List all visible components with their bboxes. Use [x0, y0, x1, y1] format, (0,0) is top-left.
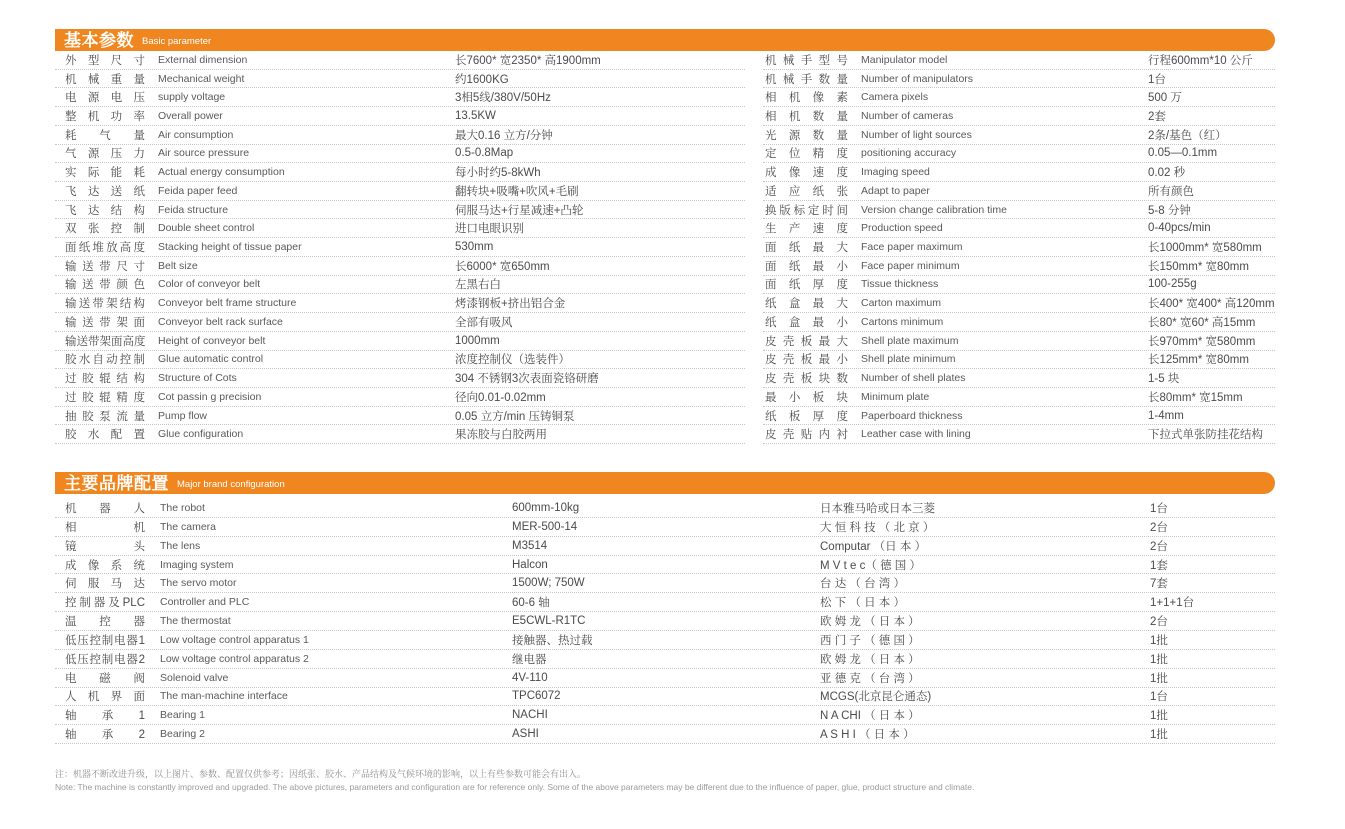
param-value: 浓度控制仪（选装件） [455, 354, 570, 367]
component-quantity: 1批 [1150, 672, 1168, 685]
table-row [763, 126, 1275, 145]
param-value: 长6000* 宽650mm [455, 260, 550, 273]
component-quantity: 2台 [1150, 540, 1168, 553]
component-quantity: 7套 [1150, 578, 1168, 591]
section-title-zh: 主要品牌配置 [64, 473, 169, 493]
param-value: 翻转块+吸嘴+吹风+毛刷 [455, 185, 579, 198]
param-label-zh: 纸盒最大 [765, 298, 848, 311]
table-row [55, 518, 1275, 537]
table-row [55, 388, 745, 407]
basic-parameter-section [55, 29, 1275, 444]
disclaimer-note-en: Note: The machine is constantly improved and upgraded. The above pictures, parameters and configuration are for reference only. Some of the above parameters may be different due to the influence of paper, glue, product structure and climate. [55, 782, 975, 793]
param-value: 伺服马达+行星减速+凸轮 [455, 204, 584, 217]
component-brand: 欧 姆 龙 （ 日 本 ） [820, 653, 920, 666]
param-label-zh: 机械手数量 [765, 73, 848, 86]
param-value: 0.02 秒 [1148, 167, 1186, 180]
param-label-en: Number of light sources [861, 128, 972, 141]
component-brand: N A CHI （ 日 本 ） [820, 710, 920, 723]
component-label-en: Low voltage control apparatus 2 [160, 652, 309, 665]
table-row [55, 219, 745, 238]
param-label-en: Feida structure [158, 203, 229, 216]
component-label-en: The servo motor [160, 577, 237, 590]
table-row [55, 499, 1275, 518]
component-brand: 西 门 子 （ 德 国 ） [820, 634, 920, 647]
param-value: 1台 [1148, 73, 1166, 86]
param-label-zh: 相机像素 [765, 92, 848, 105]
table-row [55, 257, 745, 276]
param-label-en: Glue automatic control [158, 353, 264, 366]
param-label-en: Stacking height of tissue paper [158, 241, 302, 254]
param-label-en: Conveyor belt rack surface [158, 315, 283, 328]
component-label-zh: 轴承1 [65, 710, 145, 723]
component-model: 1500W; 750W [512, 577, 585, 590]
param-value: 100-255g [1148, 278, 1197, 291]
component-label-zh: 成像系统 [65, 559, 145, 572]
param-label-en: Tissue thickness [861, 278, 939, 291]
brand-configuration-section [55, 472, 1275, 744]
table-row [55, 294, 745, 313]
table-row [55, 163, 745, 182]
param-label-zh: 面纸厚度 [765, 279, 848, 292]
table-row [55, 407, 745, 426]
param-value: 每小时约5-8kWh [455, 167, 541, 180]
param-label-en: External dimension [158, 53, 248, 66]
param-label-zh: 面纸最大 [765, 242, 848, 255]
component-quantity: 1批 [1150, 653, 1168, 666]
component-model: 继电器 [512, 653, 547, 666]
param-label-en: Cartons minimum [861, 315, 944, 328]
param-value: 行程600mm*10 公斤 [1148, 54, 1253, 67]
table-row [55, 51, 745, 70]
param-label-zh: 输送带架面 [65, 316, 145, 329]
param-value: 1-4mm [1148, 409, 1184, 422]
table-row [55, 425, 745, 444]
table-row [763, 313, 1275, 332]
component-brand: 日本雅马哈或日本三菱 [820, 503, 935, 516]
param-value: 左黑右白 [455, 279, 501, 292]
brand-configuration-header-bar [55, 472, 1275, 494]
param-value: 烤漆钢板+挤出铝合金 [455, 298, 566, 311]
component-label-en: Imaging system [160, 558, 234, 571]
component-model: NACHI [512, 709, 548, 722]
table-row [55, 669, 1275, 688]
component-quantity: 1套 [1150, 559, 1168, 572]
param-label-en: Double sheet control [158, 222, 255, 235]
component-model: E5CWL-R1TC [512, 615, 586, 628]
table-row [763, 219, 1275, 238]
param-label-zh: 过胶辊结构 [65, 373, 145, 386]
table-row [763, 51, 1275, 70]
component-label-en: The camera [160, 520, 217, 533]
table-row [763, 369, 1275, 388]
param-label-zh: 皮壳板最大 [765, 335, 848, 348]
param-value: 最大0.16 立方/分钟 [455, 129, 553, 142]
param-label-zh: 成像速度 [765, 167, 848, 180]
component-label-en: Bearing 1 [160, 709, 205, 722]
component-label-zh: 温控器 [65, 616, 145, 629]
param-label-en: positioning accuracy [861, 147, 957, 160]
param-label-zh: 胶水自动控制 [65, 354, 145, 367]
param-value: 所有颜色 [1148, 185, 1194, 198]
param-label-en: Minimum plate [861, 390, 930, 403]
component-label-en: Low voltage control apparatus 1 [160, 633, 309, 646]
param-value: 1-5 块 [1148, 373, 1180, 386]
component-label-en: The man-machine interface [160, 690, 288, 703]
component-quantity: 1台 [1150, 691, 1168, 704]
param-value: 长970mm* 宽580mm [1148, 335, 1256, 348]
param-value: 304 不锈钢3次表面瓷铬研磨 [455, 373, 599, 386]
basic-parameter-header-bar [55, 29, 1275, 51]
param-label-en: Pump flow [158, 409, 208, 422]
param-label-zh: 纸盒最小 [765, 316, 848, 329]
param-label-zh: 飞达结构 [65, 204, 145, 217]
table-row [55, 574, 1275, 593]
table-row [763, 238, 1275, 257]
component-brand: MCGS(北京昆仑通态) [820, 691, 932, 704]
table-row [55, 612, 1275, 631]
component-model: ASHI [512, 728, 539, 741]
section-title-en: Basic parameter [142, 36, 212, 48]
param-value: 13.5KW [455, 110, 496, 123]
component-label-zh: 轴承2 [65, 729, 145, 742]
component-brand: A S H I （ 日 本 ） [820, 729, 915, 742]
component-model: 60-6 轴 [512, 597, 550, 610]
param-label-zh: 过胶辊精度 [65, 391, 145, 404]
component-label-en: Solenoid valve [160, 671, 229, 684]
param-value: 长1000mm* 宽580mm [1148, 242, 1262, 255]
param-label-zh: 面纸堆放高度 [65, 242, 145, 255]
param-label-en: supply voltage [158, 91, 226, 104]
param-label-en: Height of conveyor belt [158, 334, 266, 347]
table-row [55, 238, 745, 257]
param-label-en: Overall power [158, 110, 223, 123]
component-brand: 亚 德 克 （ 台 湾 ） [820, 672, 920, 685]
param-value: 长125mm* 宽80mm [1148, 354, 1249, 367]
param-label-en: Imaging speed [861, 166, 930, 179]
component-quantity: 2台 [1150, 521, 1168, 534]
table-row [55, 276, 745, 295]
param-label-en: Number of cameras [861, 110, 954, 123]
component-brand: M V t e c（ 德 国 ） [820, 559, 921, 572]
param-label-zh: 面纸最小 [765, 260, 848, 273]
table-row [55, 706, 1275, 725]
table-row [763, 145, 1275, 164]
param-label-en: Color of conveyor belt [158, 278, 261, 291]
table-row [55, 88, 745, 107]
param-label-zh: 适应纸张 [765, 185, 848, 198]
table-row [763, 201, 1275, 220]
footer-notes [55, 768, 1275, 793]
param-label-zh: 输送带架结构 [65, 298, 145, 311]
param-label-en: Production speed [861, 222, 943, 235]
component-label-zh: 相机 [65, 521, 145, 534]
param-label-en: Glue configuration [158, 428, 244, 441]
table-row [763, 257, 1275, 276]
param-value: 2套 [1148, 111, 1166, 124]
table-row [763, 351, 1275, 370]
param-value: 0.5-0.8Map [455, 147, 514, 160]
param-value: 530mm [455, 241, 494, 254]
param-label-zh: 输送带尺寸 [65, 260, 145, 273]
component-quantity: 1批 [1150, 729, 1168, 742]
param-label-en: Camera pixels [861, 91, 929, 104]
param-label-zh: 纸板厚度 [765, 410, 848, 423]
param-label-zh: 输送带架面高度 [65, 335, 145, 348]
param-label-en: Belt size [158, 259, 198, 272]
table-row [55, 556, 1275, 575]
param-value: 0.05—0.1mm [1148, 147, 1218, 160]
table-row [763, 163, 1275, 182]
param-label-en: Actual energy consumption [158, 166, 285, 179]
component-label-en: The thermostat [160, 615, 231, 628]
param-label-zh: 抽胶泵流量 [65, 410, 145, 423]
param-label-en: Mechanical weight [158, 72, 245, 85]
param-label-en: Leather case with lining [861, 428, 971, 441]
component-label-zh: 低压控制电器2 [65, 653, 145, 666]
param-label-zh: 胶水配置 [65, 429, 145, 442]
component-quantity: 1批 [1150, 710, 1168, 723]
param-value: 长7600* 宽2350* 高1900mm [455, 54, 601, 67]
component-label-zh: 人机界面 [65, 691, 145, 704]
param-label-zh: 机械手型号 [765, 54, 848, 67]
param-label-zh: 皮壳板最小 [765, 354, 848, 367]
param-label-en: Carton maximum [861, 297, 941, 310]
param-value: 下拉式单张防挂花结构 [1148, 429, 1263, 442]
param-value: 1000mm [455, 334, 500, 347]
table-row [763, 294, 1275, 313]
param-label-en: Feida paper feed [158, 184, 238, 197]
table-row [55, 593, 1275, 612]
section-gap [55, 444, 1275, 472]
table-row [55, 650, 1275, 669]
param-label-en: Adapt to paper [861, 184, 930, 197]
param-value: 2条/基色（红） [1148, 129, 1227, 142]
param-label-zh: 耗气量 [65, 129, 145, 142]
table-row [763, 332, 1275, 351]
table-row [55, 201, 745, 220]
param-label-zh: 机械重量 [65, 73, 145, 86]
param-value: 全部有吸风 [455, 316, 513, 329]
component-model: 接触器、热过载 [512, 634, 593, 647]
table-row [55, 182, 745, 201]
disclaimer-note-zh: 注：机器不断改进升级，以上图片、参数、配置仅供参考；因纸张、胶水、产品结构及气候环境的影响，以上有些参数可能会有出入。 [55, 769, 587, 780]
component-quantity: 1+1+1台 [1150, 597, 1195, 610]
param-label-en: Face paper maximum [861, 241, 963, 254]
table-row [763, 182, 1275, 201]
table-row [55, 313, 745, 332]
component-label-zh: 控制器及PLC [65, 597, 145, 610]
param-label-zh: 定位精度 [765, 148, 848, 161]
component-brand: 台 达 （ 台 湾 ） [820, 578, 905, 591]
component-model: MER-500-14 [512, 520, 578, 533]
param-label-en: Air source pressure [158, 147, 250, 160]
component-label-zh: 伺服马达 [65, 578, 145, 591]
component-quantity: 2台 [1150, 616, 1168, 629]
param-label-en: Shell plate maximum [861, 334, 959, 347]
param-value: 0.05 立方/min 压铸铜泵 [455, 410, 575, 423]
param-label-zh: 气源压力 [65, 148, 145, 161]
component-model: Halcon [512, 558, 548, 571]
param-value: 径向0.01-0.02mm [455, 391, 546, 404]
table-row [55, 631, 1275, 650]
param-label-zh: 最小板块 [765, 391, 848, 404]
table-row [55, 70, 745, 89]
param-label-zh: 相机数量 [765, 111, 848, 124]
param-label-en: Manipulator model [861, 53, 948, 66]
basic-parameter-table-right [763, 51, 1275, 444]
table-row [55, 332, 745, 351]
component-model: TPC6072 [512, 690, 561, 703]
param-value: 长80mm* 宽15mm [1148, 391, 1243, 404]
param-value: 500 万 [1148, 92, 1182, 105]
component-model: M3514 [512, 539, 548, 552]
table-row [763, 70, 1275, 89]
param-label-en: Paperboard thickness [861, 409, 963, 422]
param-label-zh: 皮壳板块数 [765, 373, 848, 386]
param-label-en: Number of manipulators [861, 72, 974, 85]
param-label-zh: 实际能耗 [65, 167, 145, 180]
table-row [55, 725, 1275, 744]
component-label-zh: 低压控制电器1 [65, 634, 145, 647]
param-label-en: Face paper minimum [861, 259, 960, 272]
param-label-zh: 生产速度 [765, 223, 848, 236]
component-label-en: The robot [160, 502, 205, 515]
param-label-en: Structure of Cots [158, 372, 237, 385]
table-row [763, 276, 1275, 295]
param-value: 5-8 分钟 [1148, 204, 1191, 217]
component-label-en: The lens [160, 539, 201, 552]
param-label-zh: 光源数量 [765, 129, 848, 142]
table-row [763, 407, 1275, 426]
basic-parameter-tables [55, 51, 1275, 444]
table-row [55, 537, 1275, 556]
param-value: 长400* 宽400* 高120mm [1148, 298, 1275, 311]
param-label-zh: 输送带颜色 [65, 279, 145, 292]
param-label-zh: 皮壳贴内衬 [765, 429, 848, 442]
param-label-en: Air consumption [158, 128, 234, 141]
table-row [55, 688, 1275, 707]
basic-parameter-table-left [55, 51, 745, 444]
param-label-en: Version change calibration time [861, 203, 1007, 216]
table-row [55, 126, 745, 145]
component-label-en: Controller and PLC [160, 596, 250, 609]
component-brand: 大 恒 科 技 （ 北 京 ） [820, 521, 935, 534]
param-label-en: Shell plate minimum [861, 353, 956, 366]
component-brand: 欧 姆 龙 （ 日 本 ） [820, 616, 920, 629]
component-brand: Computar （日 本 ） [820, 540, 927, 553]
section-title-zh: 基本参数 [64, 30, 134, 50]
component-quantity: 1台 [1150, 503, 1168, 516]
component-quantity: 1批 [1150, 634, 1168, 647]
component-model: 600mm-10kg [512, 502, 580, 515]
table-row [763, 388, 1275, 407]
component-label-zh: 机器人 [65, 503, 145, 516]
param-label-en: Conveyor belt frame structure [158, 297, 297, 310]
component-label-zh: 镜头 [65, 540, 145, 553]
param-label-zh: 换版标定时间 [765, 204, 848, 217]
param-label-zh: 整机功率 [65, 111, 145, 124]
component-model: 4V-110 [512, 671, 548, 684]
param-value: 3相5线/380V/50Hz [455, 92, 551, 105]
component-label-en: Bearing 2 [160, 728, 205, 741]
table-row [55, 369, 745, 388]
section-title-en: Major brand configuration [177, 479, 285, 491]
param-value: 长80* 宽60* 高15mm [1148, 316, 1256, 329]
param-value: 长150mm* 宽80mm [1148, 260, 1249, 273]
param-value: 进口电眼识别 [455, 223, 524, 236]
table-row [763, 425, 1275, 444]
param-label-zh: 外型尺寸 [65, 54, 145, 67]
param-value: 0-40pcs/min [1148, 222, 1211, 235]
param-label-zh: 双张控制 [65, 223, 145, 236]
param-label-zh: 飞达送纸 [65, 185, 145, 198]
brand-configuration-table [55, 499, 1275, 744]
table-row [55, 107, 745, 126]
component-label-zh: 电磁阀 [65, 672, 145, 685]
param-value: 果冻胶与白胶两用 [455, 429, 547, 442]
table-row [55, 351, 745, 370]
component-brand: 松 下 （ 日 本 ） [820, 597, 905, 610]
param-label-zh: 电源电压 [65, 92, 145, 105]
param-label-en: Cot passin g precision [158, 390, 262, 403]
table-row [763, 88, 1275, 107]
param-value: 约1600KG [455, 73, 509, 86]
param-label-en: Number of shell plates [861, 372, 966, 385]
table-row [763, 107, 1275, 126]
table-row [55, 145, 745, 164]
